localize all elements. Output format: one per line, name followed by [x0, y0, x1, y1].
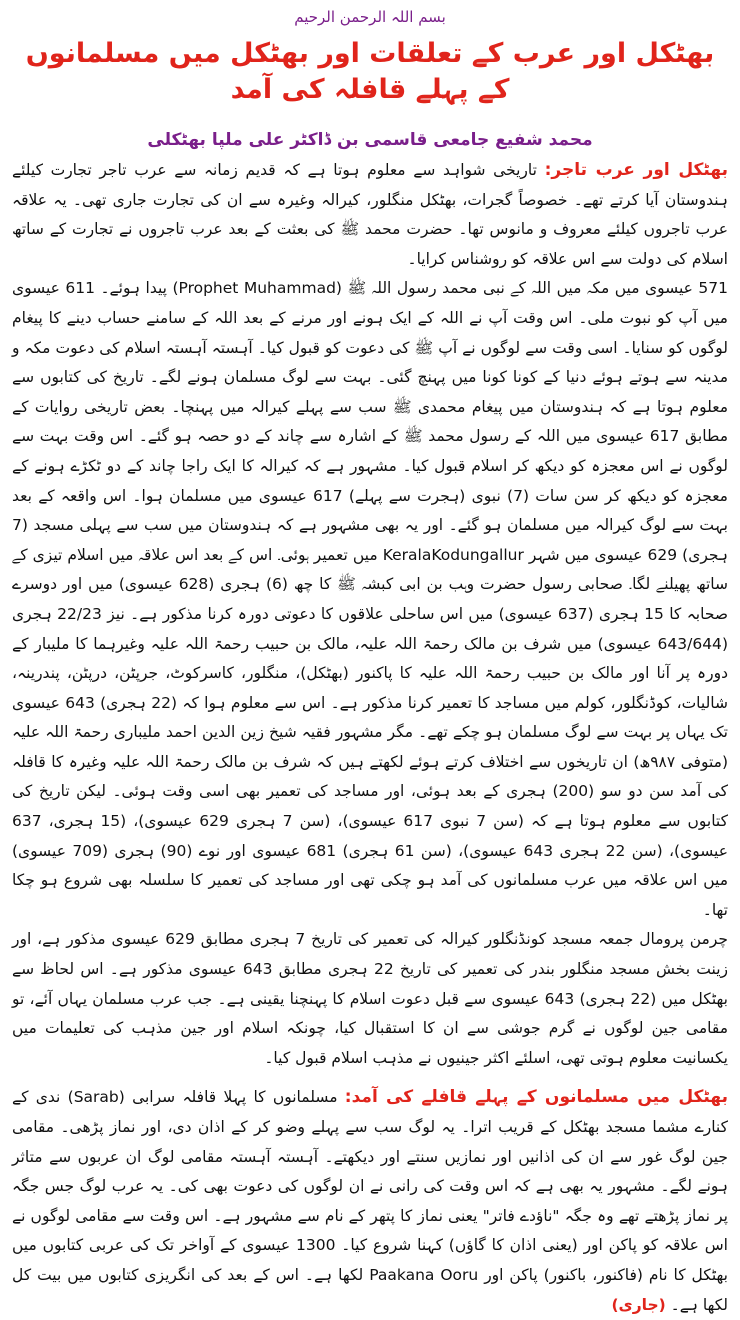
first-caravan-text: مسلمانوں کا پہلا قافلہ سرابی (Sarab) ندی کے کنارے مشما مسجد بھٹکل کے قریب اترا۔ یہ لوگ سب سے پہلے وضو کر کے اذان دی، اور نماز پڑھی۔ مقامی جین لوگ غور سے ان کی اذانیں اور نمازیں سنتے اور دیکھتے۔ آہستہ آہستہ مقامی لوگ ان عربوں سے متاثر ہونے لگے۔ مشہور یہ بھی ہے کہ اس وقت کی رانی نے ان لوگوں کی دعوت بھی کی۔ یہ عرب لوگ جس جگہ پر نماز پڑھتے تھے وہ جگہ "ناؤدے فاتر" یعنی نماز کا پتھر کے نام سے مشہور ہے۔ اس وقت سے مقامی لوگوں نے اس علاقہ کو پاکن اور (یعنی اذان کا گاؤں) کہنا شروع کیا۔ 1300 عیسوی کے آواخر تک کی عربی کتابوں میں بھٹکل کا نام (فاکنور، باکنور) پاکن اور Paakana Ooru لکھا ہے۔ اس کے بعد کی انگریزی کتابوں میں بیت کل لکھا ہے۔ [12, 1088, 728, 1314]
section-spacer [12, 1073, 728, 1083]
article-title: بھٹکل اور عرب کے تعلقات اور بھٹکل میں مسلمانوں کے پہلے قافلہ کی آمد [25, 38, 715, 105]
author-line: محمد شفیع جامعی قاسمی بن ڈاکٹر علی ملپا بھٹکلی [147, 130, 593, 150]
section-heading-arab-traders: بھٹکل اور عرب تاجر: [544, 160, 728, 180]
intro-paragraph [12, 156, 728, 274]
bismillah: بسم اللہ الرحمن الرحیم [294, 8, 446, 26]
section-heading-first-caravan: بھٹکل میں مسلمانوں کے پہلے قافلے کی آمد: [344, 1087, 728, 1108]
mosques-paragraph: چرمن پرومال جمعہ مسجد کونڈنگلور کیرالہ کی تعمیر کی تاریخ 7 ہجری مطابق 629 عیسوی مذکور ہے، اور زینت بخش مسجد منگلور بندر کی تعمیر کی تاریخ 22 ہجری مطابق 643 عیسوی مذکور ہے۔ اس لحاظ سے بھٹکل میں (22 ہجری) 643 عیسوی سے قبل دعوت اسلام کا پہنچنا یقینی ہے۔ جب عرب مسلمان یہاں آئے، تو مقامی جین لوگوں نے گرم جوشی سے ان کا استقبال کیا، چونکہ اسلام اور جین مذہب کی تعلیمات میں یکسانیت معلوم ہوتی تھی، اسلئے اکثر جینیوں نے مذہب اسلام قبول کیا۔ [12, 930, 728, 1067]
first-caravan-paragraph [12, 1083, 728, 1320]
continued-marker: (جاری) [611, 1295, 666, 1314]
history-paragraph: 571 عیسوی میں مکہ میں اللہ کے نبی محمد رسول اللہ ﷺ (Prophet Muhammad) پیدا ہوئے۔ 611 عیسوی میں آپ کو نبوت ملی۔ اس وقت آپ نے اللہ کے ایک ہونے اور مرنے کے بعد اللہ کے سامنے حساب دینے کا پیغام لوگوں کو سنایا۔ اسی وقت سے لوگوں نے آپ ﷺ کی دعوت کو قبول کیا۔ آہستہ آہستہ اسلام کی دعوت مکہ و مدینہ سے ہوتے ہوئے دنیا کے کونا کونا میں پہنچ گئی۔ بہت سے لوگ مسلمان ہونے لگے۔ تاریخ کی کتابوں سے معلوم ہوتا ہے کہ ہندوستان میں پیغام محمدی ﷺ سب سے پہلے کیرالہ میں پہنچا۔ بعض تاریخی روایات کے مطابق 617 عیسوی میں اللہ کے رسول محمد ﷺ کے اشارہ سے چاند کے دو حصہ ہو گئے۔ اس وقت بہت سے لوگوں نے اس معجزہ کو دیکھ کر اسلام قبول کیا۔ مشہور ہے کہ کیرالہ کا ایک راجا چاند کے دو ٹکڑے ہونے کے معجزہ کو دیکھ کر سن سات (7) نبوی (ہجرت سے پہلے) 617 عیسوی میں مسلمان ہوا۔ اس واقعہ کے بعد بہت سے لوگ کیرالہ میں مسلمان ہو گئے۔ اور یہ بھی مشہور ہے کہ ہندوستان میں سب سے پہلی مسجد (7 ہجری) 629 عیسوی میں شہر KeralaKodungallur میں تعمیر ہوئی۔ اس کے بعد اس علاقہ میں اسلام تیزی کے ساتھ پھیلنے لگا۔ صحابی رسول حضرت وہب بن ابی کبشہ ﷺ کا چھ (6) ہجری (628 عیسوی) میں اور دوسرے صحابہ کا 15 ہجری (637 عیسوی) میں اس ساحلی علاقوں کا دعوتی دورہ کرنا مذکور ہے۔ نیز 22/23 ہجری (643/644 عیسوی) میں شرف بن مالک رحمۃ اللہ علیہ، مالک بن حبیب رحمۃ اللہ علیہ وغیرہما کا ملیبار کے دورہ پر آنا اور مالک بن حبیب رحمۃ اللہ علیہ کا پاکنور (بھٹکل)، منگلور، کاسرکوٹ، جرپٹن، درپٹن، پندرینہ، شالیات، کوڈنگلور، کولم میں مساجد کا تعمیر کرنا مذکور ہے۔ اس سے معلوم ہوا کہ (22 ہجری) 643 عیسوی تک یہاں پر بہت سے لوگ مسلمان ہو چکے تھے۔ مگر مشہور فقیہ شیخ زین الدین احمد ملیباری رحمۃ اللہ علیہ (متوفی ۹۸۷ھ) ان تاریخوں سے اختلاف کرتے ہوئے لکھتے ہیں کہ شرف بن مالک رحمۃ اللہ علیہ وغیرہ کا قافلہ کی آمد سن دو سو (200) ہجری کے بعد ہوئی، اور مساجد کی تعمیر بھی اسی وقت ہوئی۔ لیکن تاریخ کی کتابوں سے معلوم ہوتا ہے کہ (سن 7 نبوی 617 عیسوی)، (سن 7 ہجری 629 عیسوی)، (15 ہجری، 637 عیسوی)، (سن 22 ہجری 643 عیسوی)، (سن 61 ہجری) 681 عیسوی اور نوے (90) ہجری (709 عیسوی) میں اس علاقہ میں عرب مسلمانوں کی آمد ہو چکی تھی اور مساجد کی تعمیر کا سلسلہ بھی شروع ہو چکا تھا۔ [12, 279, 728, 919]
intro-text: تاریخی شواہد سے معلوم ہوتا ہے کہ قدیم زمانہ سے عرب تاجر تجارت کیلئے ہندوستان آیا کرتے تھے۔ خصوصاً گجرات، بھٹکل منگلور، کیرالہ وغیرہ سے ان کی تجارت جاری تھی۔ یہ علاقہ عرب تاجروں کیلئے معروف و مانوس تھا۔ حضرت محمد ﷺ کی بعثت کے بعد عرب تاجروں نے تجارت کے ساتھ اسلام کی دولت سے اس علاقہ کو روشناس کرایا۔ [12, 161, 728, 268]
